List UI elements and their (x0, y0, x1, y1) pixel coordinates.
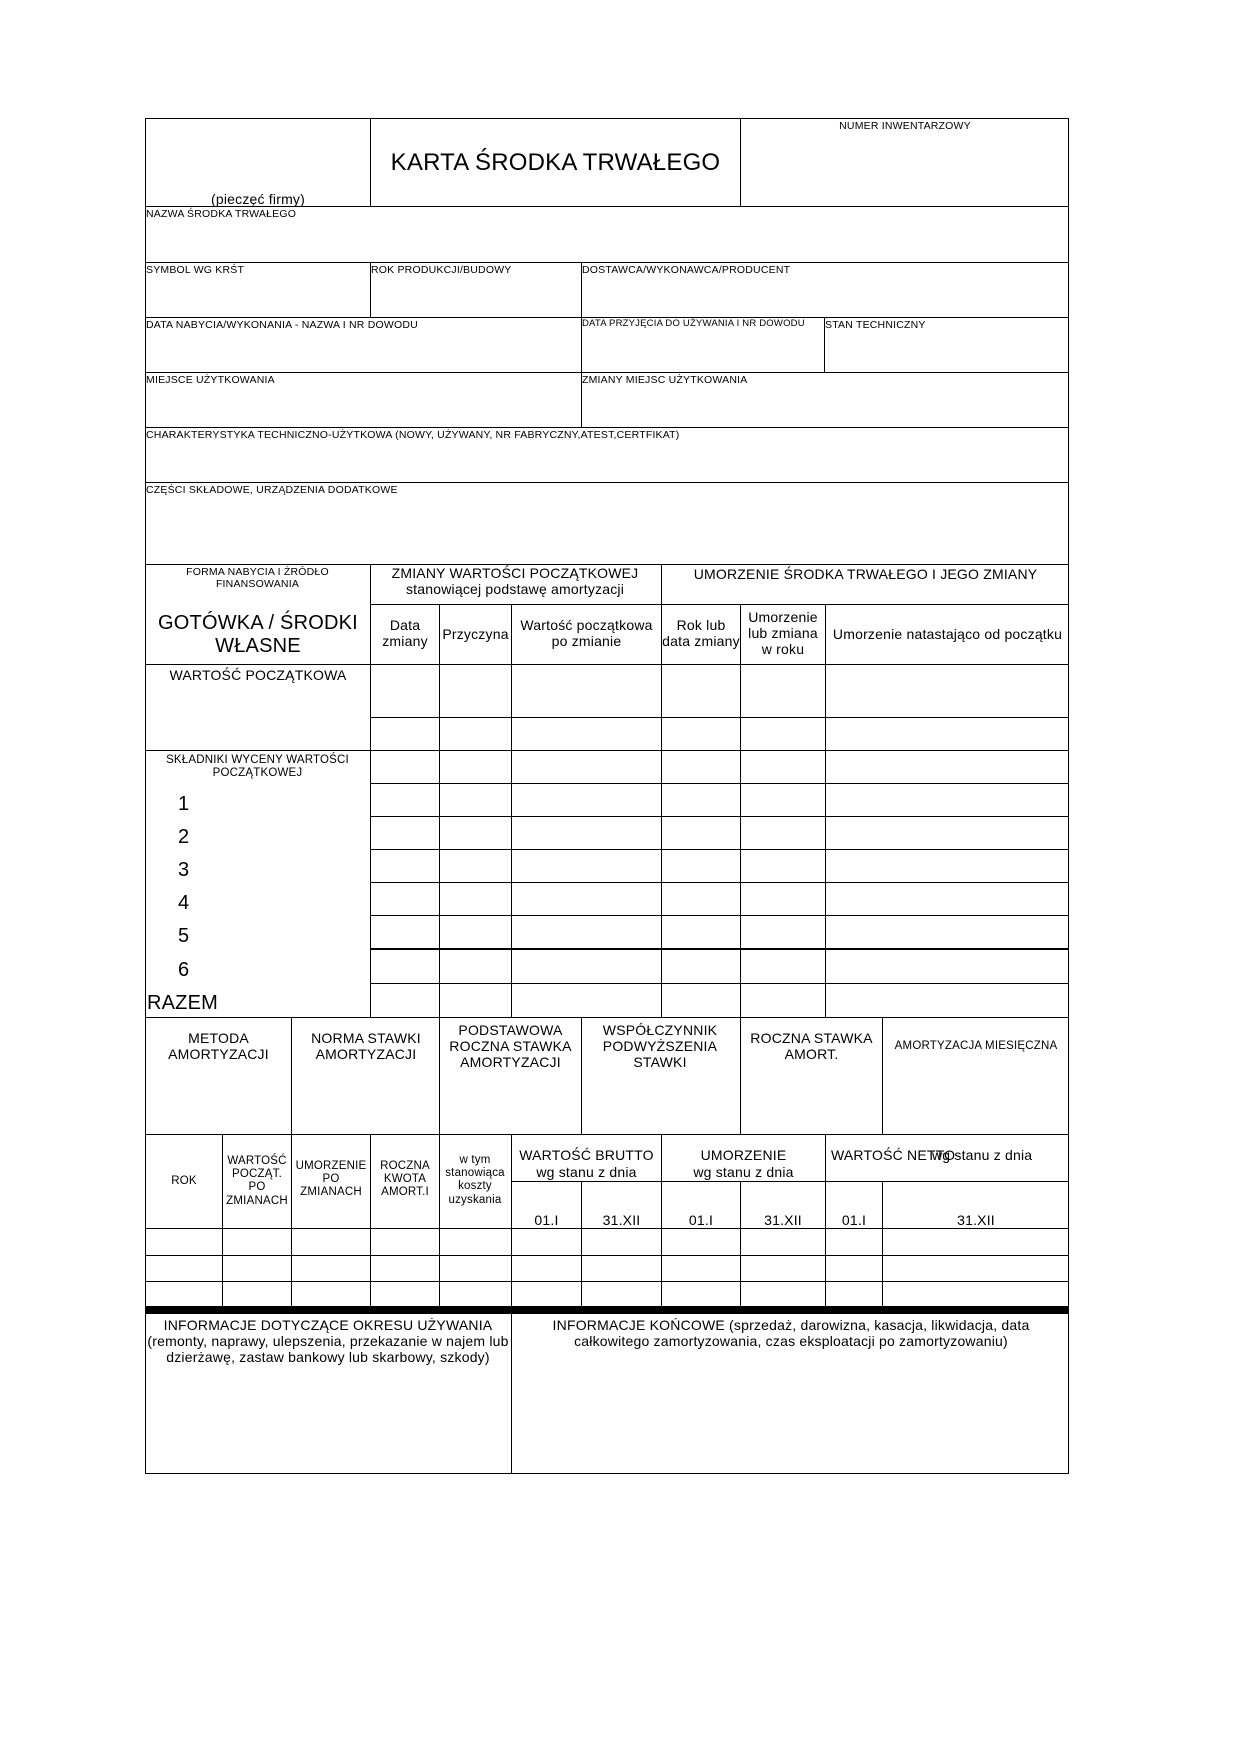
col-annual-amount: ROCZNA KWOTA AMORT.I (380, 1160, 430, 1199)
component-2: 2 (178, 826, 190, 848)
col-depreciation-change: Umorzenie lub zmiana w roku (748, 609, 818, 658)
base-annual-rate-label: PODSTAWOWA ROCZNA STAWKA AMORTYZACJI (449, 1022, 572, 1071)
depreciation-value-label: UMORZENIE (700, 1147, 787, 1163)
initial-value-label: WARTOŚĆ POCZĄTKOWA (169, 667, 347, 683)
col-cost-part: w tym stanowiąca koszty uzyskania (445, 1154, 505, 1206)
component-1: 1 (178, 793, 190, 815)
component-6: 6 (178, 959, 190, 981)
supplier-label: DOSTAWCA/WYKONAWCA/PRODUCENT (582, 264, 791, 276)
increase-coefficient-label: WSPÓŁCZYNNIK PODWYŻSZENIA STAWKI (602, 1022, 718, 1071)
depreciation-value-sub: wg stanu z dnia (693, 1164, 794, 1180)
krst-symbol-label: SYMBOL WG KRŚT (146, 264, 245, 276)
annual-rate-label: ROCZNA STAWKA AMORT. (750, 1030, 873, 1063)
net-value-label: WARTOŚĆ NETTO (831, 1147, 956, 1163)
production-year-label: ROK PRODUKCJI/BUDOWY (371, 264, 512, 276)
commissioning-date-label: DATA PRZYJĘCIA DO UŻYWANIA I NR DOWODU (582, 318, 805, 329)
component-4: 4 (178, 892, 190, 914)
gross-value-sub: wg stanu z dnia (536, 1164, 637, 1180)
gross-date-start: 01.I (534, 1212, 559, 1228)
dep-date-start: 01.I (688, 1212, 714, 1228)
col-reason: Przyczyna (442, 626, 509, 642)
monthly-depreciation-label: AMORTYZACJA MIESIĘCZNA (894, 1040, 1058, 1052)
company-stamp-label: (pieczęć firmy) (210, 191, 305, 207)
place-changes-label: ZMIANY MIEJSC UŻYTKOWANIA (582, 374, 748, 386)
col-initial-value-after-changes: WARTOŚĆ POCZĄT. PO ZMIANACH (226, 1155, 288, 1207)
col-change-date: Data zmiany (382, 617, 428, 650)
col-depreciation-after-changes: UMORZENIE PO ZMIANACH (295, 1160, 367, 1199)
valuation-components-label: SKŁADNIKI WYCENY WARTOŚCI POCZĄTKOWEJ (166, 754, 349, 780)
rate-norm-label: NORMA STAWKI AMORTYZACJI (311, 1030, 421, 1063)
characteristics-label: CHARAKTERYSTYKA TECHNICZNO-UŻYTKOWA (NOWY, UŻYWANY, NR FABRYCZNY,ATEST,CERTFIKAT) (146, 429, 680, 441)
gross-value-label: WARTOŚĆ BRUTTO (519, 1147, 654, 1163)
place-of-use-label: MIEJSCE UŻYTKOWANIA (146, 374, 275, 386)
depreciation-method-label: METODA AMORTYZACJI (168, 1030, 269, 1063)
dep-date-end: 31.XII (764, 1212, 802, 1228)
value-changes-header: ZMIANY WARTOŚCI POCZĄTKOWEJ stanowiącej podstawę amortyzacji (391, 565, 639, 598)
component-3: 3 (178, 859, 190, 881)
total-label: RAZEM (147, 992, 218, 1014)
col-value-after-change: Wartość początkowa po zmianie (520, 617, 653, 650)
financing-header: FORMA NABYCIA I ŹRÓDŁO FINANSOWANIA (186, 566, 329, 591)
net-date-start: 01.I (841, 1212, 867, 1228)
depreciation-header: UMORZENIE ŚRODKA TRWAŁEGO I JEGO ZMIANY (693, 566, 1038, 582)
financing-value: GOTÓWKA / ŚRODKI WŁASNE (158, 612, 358, 657)
asset-name-label: NAZWA ŚRODKA TRWAŁEGO (146, 208, 297, 220)
acquisition-date-label: DATA NABYCIA/WYKONANIA - NAZWA I NR DOWODU (146, 319, 418, 331)
gross-date-end: 31.XII (602, 1212, 641, 1228)
technical-state-label: STAN TECHNICZNY (825, 319, 926, 331)
col-year-or-date: Rok lub data zmiany (662, 617, 740, 650)
final-info: INFORMACJE KOŃCOWE (sprzedaż, darowizna, kasacja, likwidacja, data całkowitego zamortyzowania, czas eksploatacji po zamortyzowaniu) (552, 1317, 1030, 1350)
section-separator (145, 1306, 1069, 1314)
usage-period-info: INFORMACJE DOTYCZĄCE OKRESU UŻYWANIA (remonty, naprawy, ulepszenia, przekazanie w najem lub dzierżawę, zastaw bankowy lub skarbowy, szkody) (147, 1317, 509, 1366)
net-date-end: 31.XII (957, 1212, 995, 1228)
col-accumulated-depreciation: Umorzenie natastająco od początku (832, 626, 1063, 642)
inventory-number-label: NUMER INWENTARZOWY (839, 120, 971, 132)
col-year: ROK (171, 1175, 197, 1187)
net-value-sub: wg stanu z dnia (932, 1147, 1033, 1163)
form-title: KARTA ŚRODKA TRWAŁEGO (390, 149, 721, 176)
components-label: CZĘŚCI SKŁADOWE, URZĄDZENIA DODATKOWE (146, 484, 398, 496)
component-5: 5 (178, 925, 190, 947)
